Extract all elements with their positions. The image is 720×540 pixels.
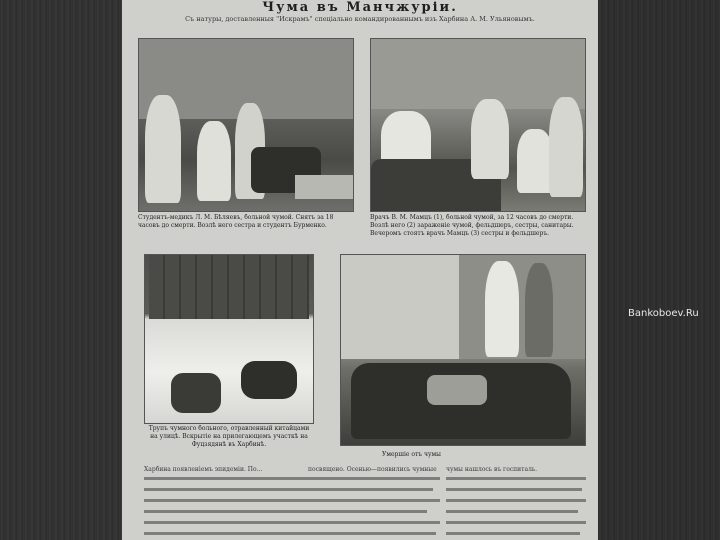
article-line: чумы нашлось въ госпиталь. [446, 466, 538, 473]
photo-2 [370, 38, 586, 212]
watermark: Bankoboev.Ru [628, 308, 699, 319]
photo-3 [144, 254, 314, 424]
photo-4 [340, 254, 586, 446]
page-subtitle: Съ натуры, доставленныя "Искрамъ" спеціально командированнымъ изъ Харбина А. М. Ульяновымъ. [185, 15, 535, 23]
page-title: Чума въ Манчжуріи. [262, 0, 458, 15]
photo-4-caption: Умершіе отъ чумы [382, 451, 441, 458]
newspaper-page [122, 0, 598, 540]
article-column-3 [446, 466, 586, 540]
photo-2-caption: Врачъ В. М. Мамцъ (1), больной чумой, за 12 часовъ до смерти. Возлѣ него (2) зараженіе чумой, фельдшеръ, сестры, санитары. Вечеромъ стоятъ врачъ Мамцъ (3) сестры и фельдшеръ. [370, 214, 574, 237]
article-line: Харбина появленіемъ эпидеміи. По... [144, 466, 263, 473]
photo-1-caption: Студентъ-медикъ Л. М. Бѣляевъ, больной чумой. Снятъ за 18 часовъ до смерти. Возлѣ него сестра и студентъ Бурменко. [138, 214, 334, 229]
article-line: посвящено. Осенью—появились чумные [308, 466, 437, 473]
right-background [598, 0, 720, 540]
article-column-1 [144, 466, 324, 540]
article-column-2 [308, 466, 440, 540]
photo-3-caption: Трупъ чумного больного, отравленный китайцами на улицѣ. Вскрытіе на прилегающемъ участкѣ на Фуцзядянѣ въ Харбинѣ. [148, 425, 310, 448]
photo-1 [138, 38, 354, 212]
left-background [0, 0, 122, 540]
